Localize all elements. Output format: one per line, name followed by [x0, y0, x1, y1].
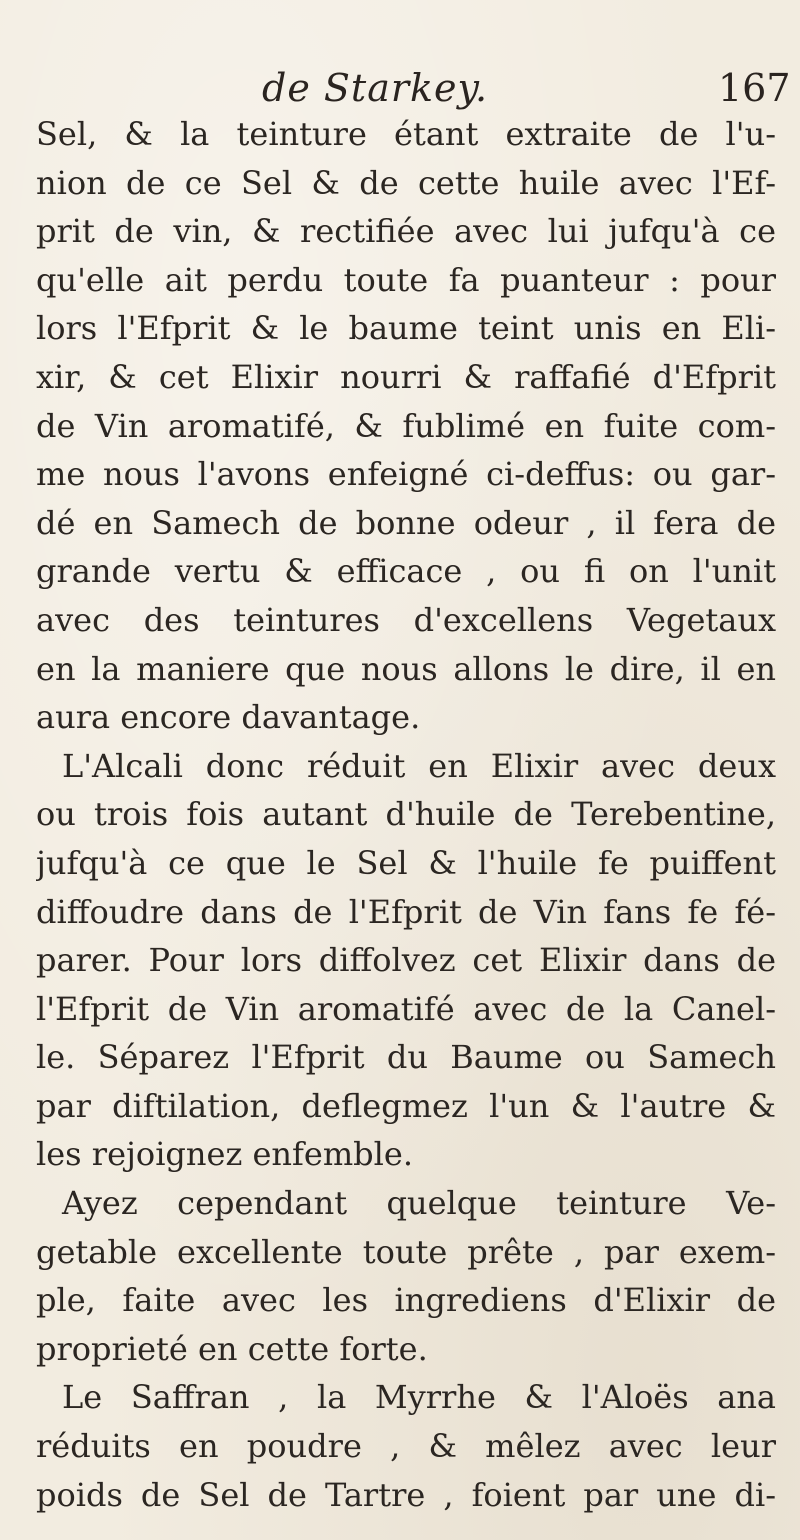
text-line: grande vertu & efficace , ou fi on l'unit	[36, 552, 776, 591]
text-line: l'Efprit de Vin aromatifé avec de la Canel-	[36, 989, 776, 1028]
text-line: xir, & cet Elixir nourri & raffafié d'Efprit	[36, 357, 776, 396]
text-line: me nous l'avons enfeigné ci-deffus: ou gar-	[36, 455, 776, 494]
text-line: ple, faite avec les ingrediens d'Elixir de	[36, 1281, 776, 1320]
text-line: jufqu'à ce que le Sel & l'huile fe puiffent	[36, 843, 776, 882]
paragraph-start-line: Ayez cependant quelque teinture Ve-	[62, 1184, 776, 1223]
text-line: dé en Samech de bonne odeur , il fera de	[36, 503, 776, 542]
text-line: par diftilation, deflegmez l'un & l'autre &	[36, 1086, 776, 1125]
text-line: ou trois fois autant d'huile de Terebentine,	[36, 795, 776, 834]
running-title: de Starkey.	[262, 66, 489, 110]
paragraph-start-line: Le Saffran , la Myrrhe & l'Aloës ana	[62, 1378, 776, 1417]
paragraph-end-line: aura encore davantage.	[36, 698, 421, 737]
paragraph-end-line: les rejoignez enfemble.	[36, 1135, 413, 1174]
text-line: nion de ce Sel & de cette huile avec l'Ef-	[36, 163, 776, 202]
text-line: qu'elle ait perdu toute fa puanteur : pour	[36, 260, 776, 299]
page-number: 167	[718, 66, 791, 110]
text-line: parer. Pour lors diffolvez cet Elixir dans de	[36, 941, 776, 980]
paragraph-start-line: L'Alcali donc réduit en Elixir avec deux	[62, 746, 776, 785]
text-line: diffoudre dans de l'Efprit de Vin fans fe fé-	[36, 892, 776, 931]
page-header	[0, 62, 800, 114]
text-line: avec des teintures d'excellens Vegetaux	[36, 600, 776, 639]
paragraph-end-line: proprieté en cette forte.	[36, 1329, 428, 1368]
text-line: poids de Sel de Tartre , foient par une di-	[36, 1475, 776, 1514]
text-line: de Vin aromatifé, & fublimé en fuite com-	[36, 406, 776, 445]
body-text	[36, 110, 776, 1519]
text-line: Sel, & la teinture étant extraite de l'u-	[36, 115, 776, 153]
text-line: en la maniere que nous allons le dire, il en	[36, 649, 776, 688]
text-line: getable excellente toute prête , par exem-	[36, 1232, 776, 1271]
text-line: réduits en poudre , & mêlez avec leur	[36, 1427, 776, 1466]
text-line: le. Séparez l'Efprit du Baume ou Samech	[36, 1038, 776, 1077]
text-line: lors l'Efprit & le baume teint unis en Eli-	[36, 309, 776, 348]
text-line: prit de vin, & rectifiée avec lui jufqu'à ce	[36, 212, 776, 251]
